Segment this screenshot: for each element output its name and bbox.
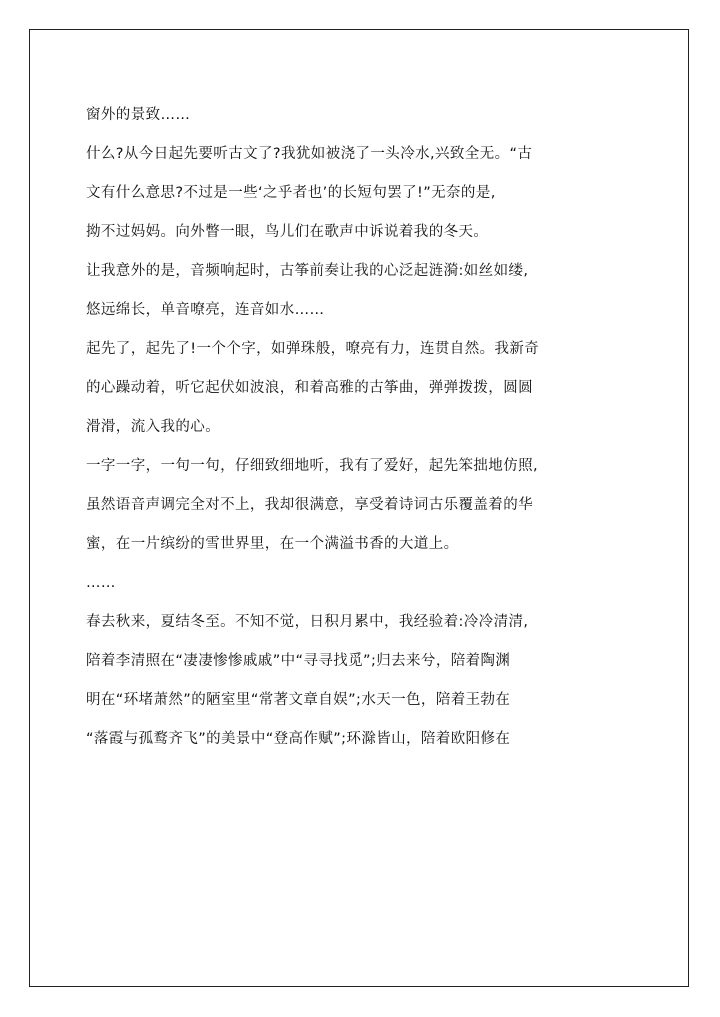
text-line-4: 拗不过妈妈。向外瞥一眼，鸟儿们在歌声中诉说着我的冬天。	[86, 224, 489, 240]
text-line-13: ……	[86, 575, 116, 591]
text-line-14: 春去秋来，夏结冬至。不知不觉，日积月累中，我经验着:冷冷清清,	[86, 614, 529, 630]
text-line-8: 的心躁动着，听它起伏如波浪，和着高雅的古筝曲，弹弹拨拨，圆圆	[86, 380, 533, 396]
text-line-11: 虽然语音声调完全对不上，我却很满意，享受着诗词古乐覆盖着的华	[86, 497, 533, 513]
text-line-15: 陪着李清照在“凄凄惨惨戚戚”中“寻寻找觅”;归去来兮，陪着陶渊	[86, 653, 511, 669]
text-line-6: 悠远绵长，单音嘹亮，连音如水……	[86, 302, 325, 318]
text-line-5: 让我意外的是，音频响起时，古筝前奏让我的心泛起涟漪:如丝如缕,	[86, 263, 529, 279]
text-line-1: 窗外的景致……	[86, 107, 191, 123]
text-line-9: 滑滑，流入我的心。	[86, 419, 221, 435]
document-body	[86, 96, 646, 759]
text-line-10: 一字一字，一句一句，仔细致细地听，我有了爱好，起先笨拙地仿照,	[86, 458, 539, 474]
text-line-3: 文有什么意思?不过是一些‘之乎者也’的长短句罢了!”无奈的是,	[86, 185, 496, 201]
text-line-7: 起先了，起先了!一个个字，如弹珠般，嘹亮有力，连贯自然。我新奇	[86, 341, 540, 357]
text-line-12: 蜜，在一片缤纷的雪世界里，在一个满溢书香的大道上。	[86, 536, 459, 552]
text-line-16: 明在“环堵萧然”的陋室里“常著文章自娱”;水天一色，陪着王勃在	[86, 692, 511, 708]
text-line-17: “落霞与孤鹜齐飞”的美景中“登高作赋”;环滁皆山，陪着欧阳修在	[86, 731, 511, 747]
text-line-2: 什么?从今日起先要听古文了?我犹如被浇了一头冷水,兴致全无。“古	[86, 146, 533, 162]
